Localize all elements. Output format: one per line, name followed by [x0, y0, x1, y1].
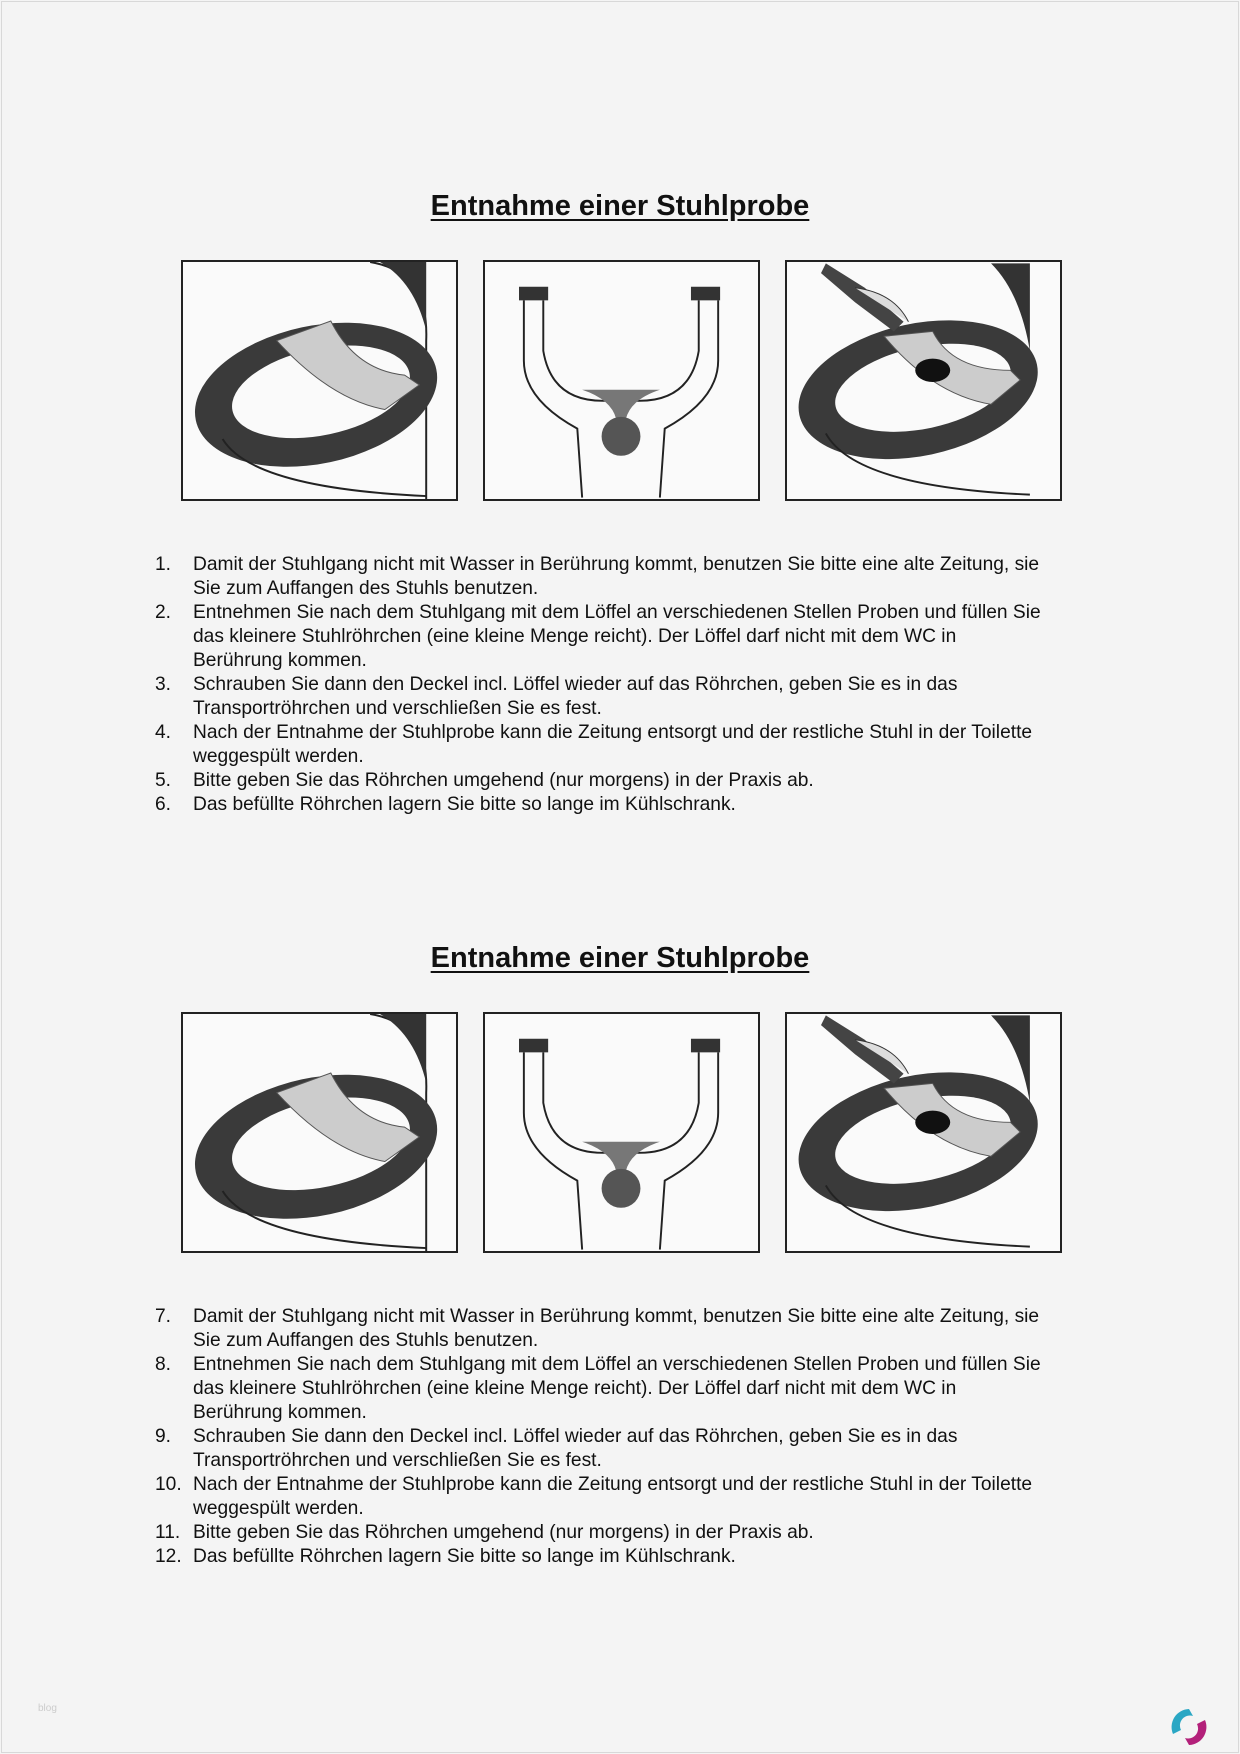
list-item	[155, 769, 1135, 793]
illustration-spoon-sampling	[785, 260, 1062, 501]
item-number: 6.	[155, 794, 172, 815]
illustrations	[181, 1012, 1071, 1257]
item-number: 12.	[155, 1546, 182, 1567]
illustration-toilet-seat-newspaper	[181, 1012, 458, 1253]
section-title: Entnahme einer Stuhlprobe	[430, 190, 810, 222]
item-text-line: das kleinere Stuhlröhrchen (eine kleine Menge reicht). Der Löffel darf nicht mit dem WC in	[193, 626, 957, 647]
illustration-spoon-sampling	[785, 1012, 1062, 1253]
item-text-line: Sie zum Auffangen des Stuhls benutzen.	[193, 1330, 539, 1351]
item-number: 5.	[155, 770, 172, 791]
item-text-line: Damit der Stuhlgang nicht mit Wasser in Berührung kommt, benutzen Sie bitte eine alte Zeitung, sie	[193, 1306, 1040, 1327]
item-text-line: weggespült werden.	[193, 746, 364, 767]
item-number: 9.	[155, 1426, 172, 1447]
item-number: 2.	[155, 602, 172, 623]
item-text-line: Entnehmen Sie nach dem Stuhlgang mit dem Löffel an verschiedenen Stellen Proben und füllen Sie	[193, 602, 1041, 623]
item-number: 11.	[155, 1522, 181, 1543]
illustration-sample-tube	[483, 1012, 760, 1253]
item-text-line: das kleinere Stuhlröhrchen (eine kleine Menge reicht). Der Löffel darf nicht mit dem WC in	[193, 1378, 957, 1399]
item-text-line: weggespült werden.	[193, 1498, 364, 1519]
item-text-line: Entnehmen Sie nach dem Stuhlgang mit dem Löffel an verschiedenen Stellen Proben und füllen Sie	[193, 1354, 1041, 1375]
footer-watermark-text: blog	[38, 1703, 57, 1714]
list-item	[155, 1353, 1135, 1425]
instruction-list	[155, 1305, 1135, 1569]
item-text-line: Bitte geben Sie das Röhrchen umgehend (nur morgens) in der Praxis ab.	[193, 1522, 814, 1543]
illustration-sample-tube	[483, 260, 760, 501]
item-text-line: Damit der Stuhlgang nicht mit Wasser in Berührung kommt, benutzen Sie bitte eine alte Zeitung, sie	[193, 554, 1040, 575]
item-text-line: Transportröhrchen und verschließen Sie es fest.	[193, 698, 602, 719]
list-item	[155, 601, 1135, 673]
list-item	[155, 1473, 1135, 1521]
item-number: 7.	[155, 1306, 172, 1327]
item-text-line: Nach der Entnahme der Stuhlprobe kann die Zeitung entsorgt und der restliche Stuhl in der Toilette	[193, 1474, 1033, 1495]
list-item	[155, 793, 1135, 817]
section-title: Entnahme einer Stuhlprobe	[430, 942, 810, 974]
item-text-line: Nach der Entnahme der Stuhlprobe kann die Zeitung entsorgt und der restliche Stuhl in der Toilette	[193, 722, 1033, 743]
item-text-line: Berührung kommen.	[193, 650, 367, 671]
list-item	[155, 1305, 1135, 1353]
item-number: 8.	[155, 1354, 172, 1375]
item-number: 1.	[155, 554, 172, 575]
item-text-line: Das befüllte Röhrchen lagern Sie bitte so lange im Kühlschrank.	[193, 1546, 736, 1567]
list-item	[155, 673, 1135, 721]
item-number: 3.	[155, 674, 172, 695]
list-item	[155, 1425, 1135, 1473]
site-logo-icon	[1168, 1706, 1210, 1748]
item-text-line: Schrauben Sie dann den Deckel incl. Löffel wieder auf das Röhrchen, geben Sie es in das	[193, 674, 958, 695]
instruction-list	[155, 553, 1135, 817]
item-number: 10.	[155, 1474, 182, 1495]
illustrations	[181, 260, 1071, 505]
item-text-line: Schrauben Sie dann den Deckel incl. Löffel wieder auf das Röhrchen, geben Sie es in das	[193, 1426, 958, 1447]
item-text-line: Sie zum Auffangen des Stuhls benutzen.	[193, 578, 539, 599]
list-item	[155, 1521, 1135, 1545]
list-item	[155, 721, 1135, 769]
item-text-line: Transportröhrchen und verschließen Sie es fest.	[193, 1450, 602, 1471]
list-item	[155, 1545, 1135, 1569]
item-number: 4.	[155, 722, 172, 743]
illustration-toilet-seat-newspaper	[181, 260, 458, 501]
item-text-line: Bitte geben Sie das Röhrchen umgehend (nur morgens) in der Praxis ab.	[193, 770, 814, 791]
item-text-line: Berührung kommen.	[193, 1402, 367, 1423]
item-text-line: Das befüllte Röhrchen lagern Sie bitte so lange im Kühlschrank.	[193, 794, 736, 815]
list-item	[155, 553, 1135, 601]
